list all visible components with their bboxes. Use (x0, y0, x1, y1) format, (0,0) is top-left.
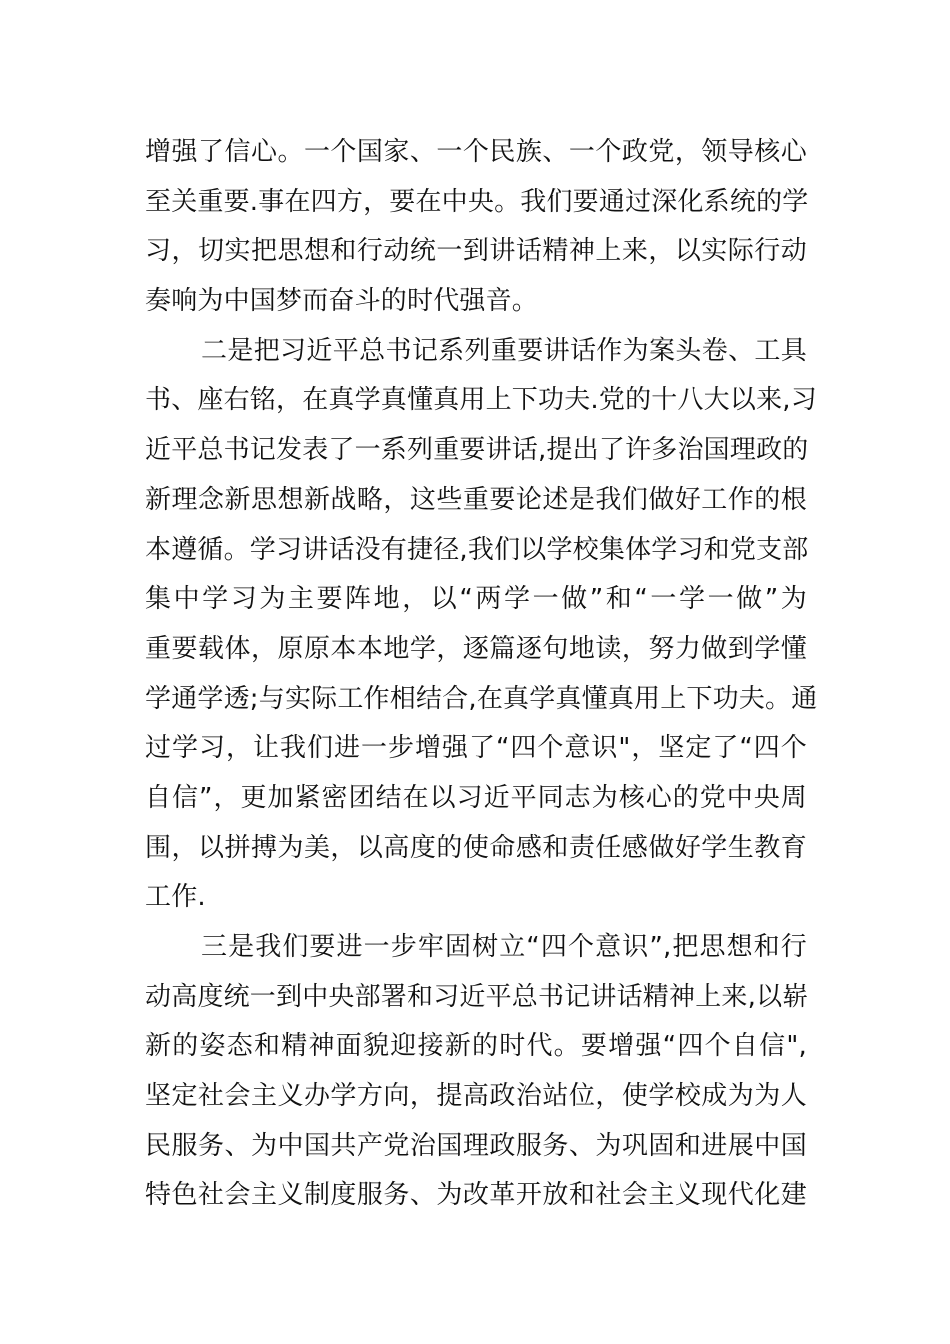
text-line: 至关重要.事在四方，要在中央。我们要通过深化系统的学 (145, 186, 809, 217)
text-line: 民服务、为中国共产党治国理政服务、为巩固和进展中国 (145, 1130, 807, 1161)
text-line: 学通学透;与实际工作相结合,在真学真懂真用上下功夫。通 (145, 683, 818, 714)
text-line: 动高度统一到中央部署和习近平总书记讲话精神上来,以崭 (145, 981, 809, 1012)
text-line: 二是把习近平总书记系列重要讲话作为案头卷、工具 (201, 335, 807, 366)
text-line: 三是我们要进一步牢固树立“四个意识”,把思想和行 (201, 932, 807, 962)
text-line: 特色社会主义制度服务、为改革开放和社会主义现代化建 (145, 1180, 807, 1211)
text-line: 习，切实把思想和行动统一到讲话精神上来，以实际行动 (145, 236, 807, 267)
document-body (145, 128, 818, 1221)
text-line: 自信”，更加紧密团结在以习近平同志为核心的党中央周 (145, 782, 807, 813)
text-line: 奏响为中国梦而奋斗的时代强音。 (145, 286, 539, 317)
text-line: 新理念新思想新战略，这些重要论述是我们做好工作的根 (145, 484, 807, 515)
text-line: 过学习，让我们进一步增强了“四个意识"，坚定了“四个 (145, 733, 807, 764)
text-line: 书、座右铭，在真学真懂真用上下功夫.党的十八大以来,习 (145, 385, 817, 416)
text-line: 重要载体，原原本本地学，逐篇逐句地读，努力做到学懂 (145, 633, 807, 664)
text-line: 工作. (145, 882, 206, 913)
text-line: 坚定社会主义办学方向，提高政治站位，使学校成为为人 (145, 1081, 807, 1112)
text-line: 本遵循。学习讲话没有捷径,我们以学校集体学习和党支部 (145, 534, 809, 565)
text-line: 增强了信心。一个国家、一个民族、一个政党，领导核心 (145, 137, 807, 167)
text-line: 近平总书记发表了一系列重要讲话,提出了许多治国理政的 (145, 435, 809, 466)
text-line: 集中学习为主要阵地，以“两学一做”和“一学一做”为 (145, 584, 807, 615)
text-line: 围，以拼搏为美，以高度的使命感和责任感做好学生教育 (145, 832, 807, 863)
text-line: 新的姿态和精神面貌迎接新的时代。要增强“四个自信", (145, 1031, 807, 1062)
